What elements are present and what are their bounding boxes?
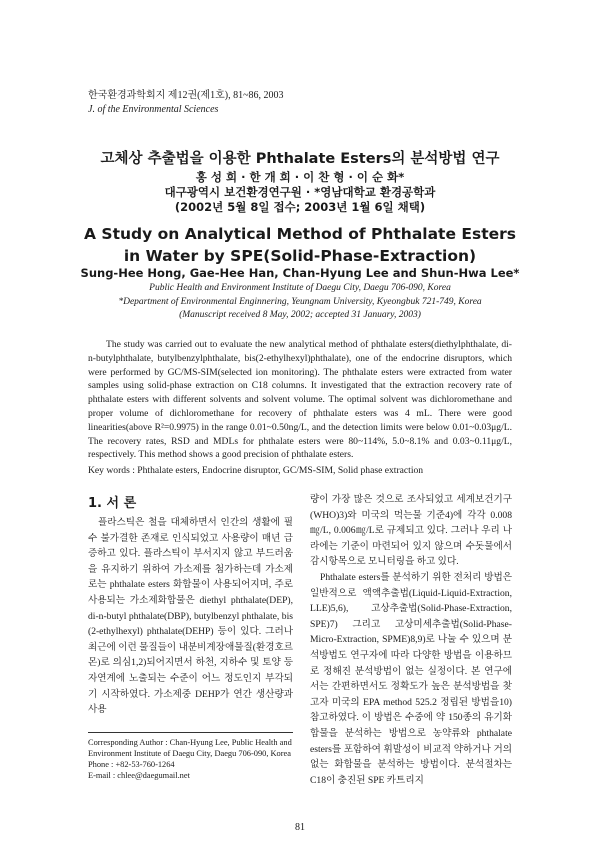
affiliation-line-1: Public Health and Environment Institute of Daegu City, Daegu 706-090, Korea — [149, 283, 451, 293]
journal-name-korean: 한국환경과학회지 제12권(제1호), 81~86, 2003 — [88, 90, 284, 101]
affiliation-line-2: *Department of Environmental Enginnering, Yeungnam University, Kyeongbuk 721-749, Korea — [118, 296, 482, 307]
keywords: Key words : Phthalate esters, Endocrine disruptor, GC/MS-SIM, Solid phase extraction — [88, 465, 424, 476]
english-authors: Sung-Hee Hong, Gae-Hee Han, Chan-Hyung Lee and Shun-Hwa Lee* — [80, 266, 520, 280]
section-heading-introduction: 1. 서 론 — [88, 496, 137, 511]
abstract: The study was carried out to evaluate the new analytical method of phthalate esters(diethylphthalate, di-n-butylphthalate, butylbenzylphthalate, bis(2-ethylhexyl)phthalate), one of the endocrine disruptors, which were performed by GC/MS-SIM(selected ion monitoring). The phthalate esters were extracted from water samples using solid-phase extraction on C18 columns. It investigated that the extraction recovery rate of phthalate esters with different solvents and solvent volume. The optimal solvent was dichloromethane and proper volume of dichloromethane for recovery of phthalate esters was 4 mL. There were good linearities(above R²=0.9975) in the range 0.01~0.50ng/L, and the detection limits were below 0.01~0.03μg/L. The recovery rates, RSD and MDLs for phthalate esters were 80~114%, 5.0~8.1% and 0.03~0.11μg/L, respectively. This method shows a good precision of phthalate esters. — [88, 339, 512, 461]
english-title-line1: A Study on Analytical Method of Phthalate Esters — [84, 225, 516, 243]
left-column — [88, 492, 293, 718]
intro-paragraph-1-continued: 량이 가장 많은 것으로 조사되었고 세계보건기구 (WHO)3)와 미국의 먹는물 기준4)에 각각 0.008㎎/L, 0.006㎎/L로 규제되고 있다. 그러나 우리 나라에는 기준이 마련되어 있지 않으며 수돗물에서 감시항목으로 모니터링을 하고 있다. — [310, 494, 512, 568]
page-number: 81 — [295, 822, 305, 833]
journal-header — [88, 89, 284, 117]
journal-name-english: J. of the Environmental Sciences — [88, 104, 219, 115]
manuscript-dates: (Manuscript received 8 May, 2002; accepted 31 January, 2003) — [179, 310, 421, 320]
english-affiliations — [0, 282, 600, 323]
right-column — [310, 492, 512, 788]
korean-title: 고체상 추출법을 이용한 Phthalate Esters의 분석방법 연구 — [100, 151, 500, 167]
footnote-phone: Phone : +82-53-760-1264 — [88, 760, 175, 769]
english-title-line2: in Water by SPE(Solid-Phase-Extraction) — [123, 247, 477, 265]
intro-paragraph-1: 플라스틱은 철을 대체하면서 인간의 생활에 필수 불가결한 존재로 인식되었고 사용량이 매년 급증하고 있다. 플라스틱이 부서지지 않고 부드러움을 유지하기 위하여 가소제를 첨가하는데 가소제로는 phthalate esters 화합물이 사용되어지며, 주로 사용되는 가소제화합물은 diethyl phthalate(DEP), di-n-butyl phthalate(DBP), butylbenzyl phthalate, bis (2-ethylhexyl) phthalate(DEHP) 등이 있다. 그러나 최근에 이런 물질들이 내분비계장애물질(환경호르몬)로 의심1,2)되어지면서 하천, 지하수 및 토양 등 자연계에 노출되는 수준이 어느 정도인지 부각되기 시작하였다. 가소제중 DEHP가 연간 생산량과 사용 — [88, 517, 294, 716]
korean-affiliation: 대구광역시 보건환경연구원 · *영남대학교 환경공학과 — [164, 185, 436, 199]
english-title — [0, 223, 600, 267]
korean-received-date: (2002년 5월 8일 접수; 2003년 1월 6일 채택) — [174, 200, 426, 214]
footnote-author: Corresponding Author : Chan-Hyung Lee, Public Health and Environment Institute of Daegu City, Daegu 706-090, Korea — [88, 738, 292, 758]
corresponding-author-footnote — [88, 737, 298, 781]
footnote-email: E-mail : chlee@daegumail.net — [88, 771, 190, 780]
korean-author-block — [0, 170, 600, 215]
footnote-divider — [88, 732, 293, 733]
intro-paragraph-2: Phthalate esters를 분석하기 위한 전처리 방법은 일반적으로 액액추출법(Liquid-Liquid-Extraction, LLE)5,6), 고상추출법(Solid-Phase-Extraction, SPE)7) 그리고 고상미세추출법(Solid-Phase-Micro-Extraction, SPME)8,9)로 나눌 수 있으며 분석방법도 연구자에 따라 다양한 방법을 이용하므로 정해진 분석방법이 없는 실정이다. 본 연구에서는 간편하면서도 정확도가 높은 분석방법을 찾고자 미국의 EPA method 525.2 정립된 방법을10)참고하였다. 이 방법은 수중에 약 150종의 유기화합물을 분석하는 방법으로 농약류와 phthalate esters를 포함하여 휘발성이 비교적 약하거나 거의 없는 화합물을 분석하는 방법이다. 분석절차는 C18이 충진된 SPE 카트리지 — [310, 571, 512, 786]
korean-authors: 홍 성 희 · 한 개 희 · 이 찬 형 · 이 순 화* — [195, 170, 405, 184]
